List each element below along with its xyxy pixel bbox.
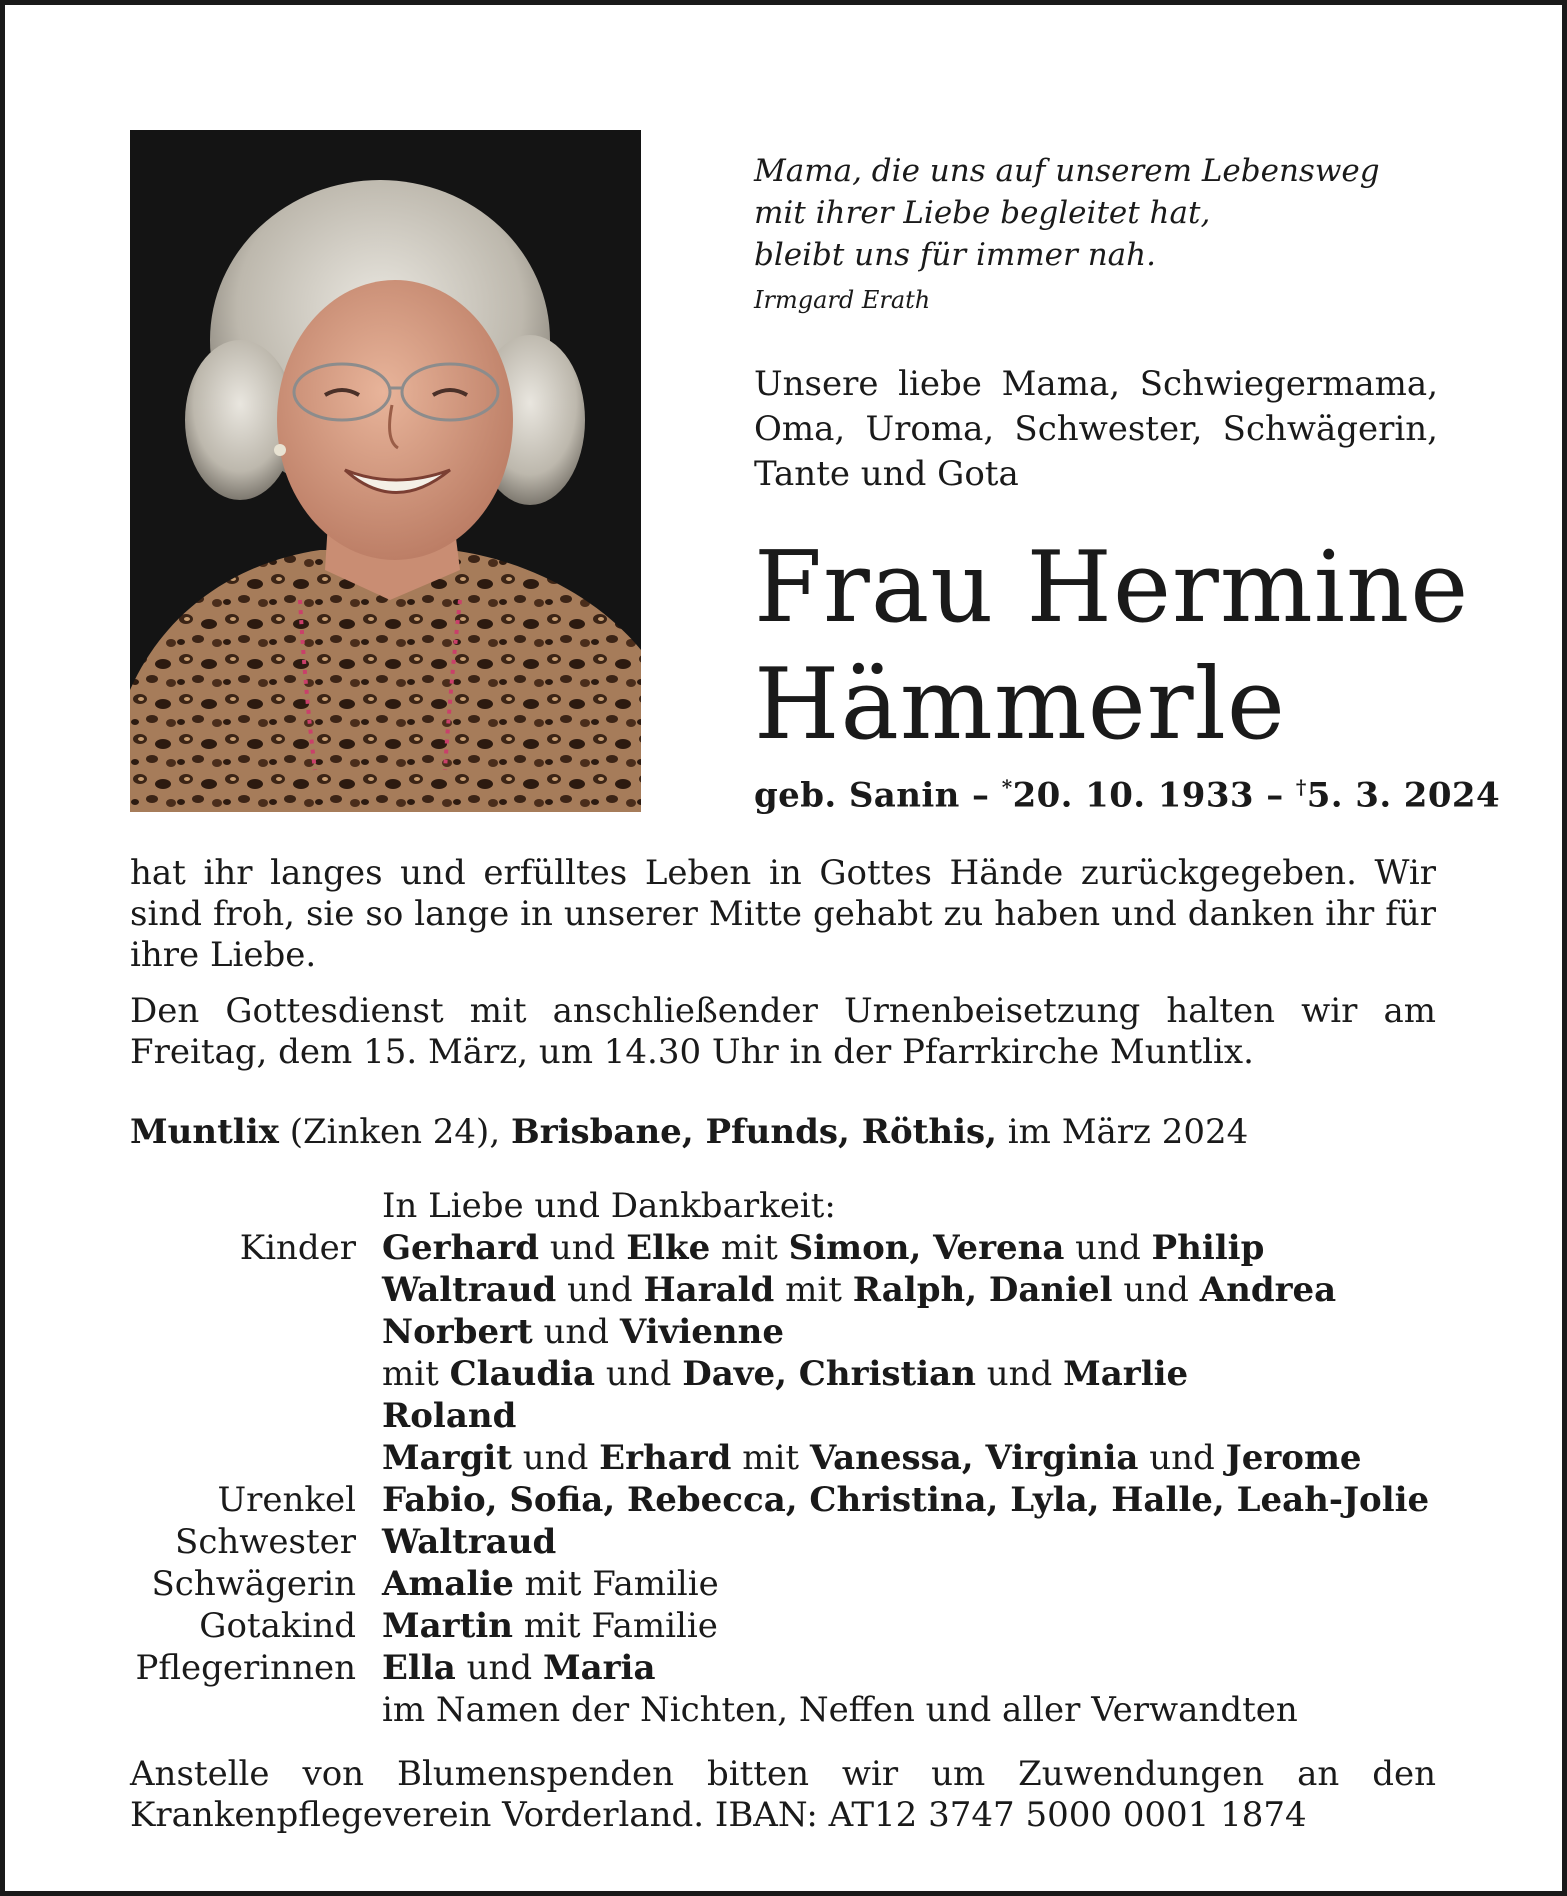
person-name: Dave, Christian — [682, 1354, 976, 1394]
mourner-row — [0, 1480, 1567, 1522]
quote-line: bleibt uns für immer nah. — [754, 237, 1156, 273]
person-name: Ella — [382, 1648, 456, 1688]
mourner-row — [0, 1522, 1567, 1564]
relation-label: Kinder — [239, 1228, 356, 1268]
mourner-row — [0, 1564, 1567, 1606]
relation-names — [382, 1690, 1298, 1730]
connector-text: mit — [710, 1228, 789, 1268]
relation-names — [382, 1480, 1429, 1520]
connector-text: mit — [774, 1270, 853, 1310]
connector-text: mit Familie — [513, 1564, 719, 1604]
connector-text: im Namen der Nichten, Neffen und aller Verwandten — [382, 1690, 1298, 1730]
relation-label: Schwester — [175, 1522, 356, 1562]
person-name: Erhard — [599, 1438, 732, 1478]
relation-label: Urenkel — [217, 1480, 356, 1520]
person-name: Amalie — [382, 1564, 514, 1604]
person-name: Waltraud — [382, 1522, 557, 1562]
connector-text: und — [1112, 1270, 1200, 1310]
relation-names — [382, 1396, 516, 1436]
connector-text: mit Familie — [512, 1606, 718, 1646]
relation-label: Schwägerin — [151, 1564, 356, 1604]
person-name: Waltraud — [382, 1270, 557, 1310]
quote-author: Irmgard Erath — [754, 286, 931, 314]
relation-names — [382, 1228, 1264, 1268]
life-dates — [754, 775, 1500, 815]
quote-line: Mama, die uns auf unserem Lebensweg — [754, 153, 1380, 189]
person-name: Elke — [626, 1228, 711, 1268]
place-and-date — [130, 1112, 1248, 1152]
dash: – — [972, 775, 990, 816]
person-name: Vivienne — [619, 1312, 784, 1352]
address: (Zinken 24), — [289, 1112, 501, 1152]
relation-names — [382, 1564, 719, 1604]
person-name: Martin — [382, 1606, 513, 1646]
mourner-row — [0, 1648, 1567, 1690]
connector-text: und — [532, 1312, 620, 1352]
connector-text: und — [1138, 1438, 1226, 1478]
person-name: Andrea — [1199, 1270, 1337, 1310]
connector-text: mit — [731, 1438, 810, 1478]
person-name: Maria — [542, 1648, 656, 1688]
mourner-row — [0, 1606, 1567, 1648]
person-name: Philip — [1151, 1228, 1265, 1268]
person-name: Jerome — [1225, 1438, 1362, 1478]
portrait-photo — [130, 130, 641, 812]
connector-text: und — [511, 1438, 600, 1478]
death-date: 5. 3. 2024 — [1306, 775, 1501, 816]
connector-text: und — [595, 1354, 683, 1394]
relation-names — [382, 1354, 1188, 1394]
relation-names — [382, 1186, 836, 1226]
person-name: Claudia — [449, 1354, 596, 1394]
connector-text: und — [556, 1270, 644, 1310]
other-places: Brisbane, Pfunds, Röthis, — [510, 1112, 997, 1152]
relation-names — [382, 1648, 656, 1688]
person-name: Roland — [382, 1396, 517, 1436]
announcement-paragraph: hat ihr langes und erfülltes Leben in Gottes Hände zurückgegeben. Wir sind froh, sie so lange in unserer Mitte gehabt zu haben und danken ihr für ihre Liebe. — [130, 853, 1436, 975]
mourner-row — [0, 1270, 1567, 1312]
connector-text: In Liebe und Dankbarkeit: — [382, 1186, 836, 1226]
mourner-row — [0, 1186, 1567, 1228]
person-name: Marlie — [1063, 1354, 1189, 1394]
connector-text: und — [455, 1648, 543, 1688]
mourner-row — [0, 1354, 1567, 1396]
maiden-name: geb. Sanin — [754, 775, 960, 816]
town: Muntlix — [130, 1112, 279, 1152]
person-name: Gerhard — [382, 1228, 540, 1268]
relation-names — [382, 1270, 1336, 1310]
person-name: Margit — [382, 1438, 512, 1478]
born-symbol: * — [1001, 775, 1013, 799]
connector-text: und — [539, 1228, 627, 1268]
person-name: Ralph, Daniel — [852, 1270, 1113, 1310]
person-name: Fabio, Sofia, Rebecca, Christina, Lyla, Halle, Leah-Jolie — [382, 1480, 1430, 1520]
mourner-row — [0, 1690, 1567, 1732]
person-name: Harald — [643, 1270, 775, 1310]
relation-names — [382, 1606, 718, 1646]
mourner-row — [0, 1438, 1567, 1480]
connector-text: und — [1064, 1228, 1152, 1268]
mourner-row — [0, 1228, 1567, 1270]
died-symbol: † — [1295, 775, 1307, 799]
service-paragraph: Den Gottesdienst mit anschließender Urnenbeisetzung halten wir am Freitag, dem 15. März, um 14.30 Uhr in der Pfarrkirche Muntlix. — [130, 991, 1436, 1072]
mourner-row — [0, 1396, 1567, 1438]
birth-date: 20. 10. 1933 — [1012, 775, 1254, 816]
person-name: Vanessa, Virginia — [809, 1438, 1139, 1478]
name-line-1: Frau Hermine — [754, 531, 1470, 645]
connector-text: und — [975, 1354, 1064, 1394]
person-name: Norbert — [382, 1312, 533, 1352]
date: im März 2024 — [1007, 1112, 1249, 1152]
dash: – — [1266, 775, 1284, 816]
deceased-name — [754, 530, 1469, 764]
relation-names — [382, 1312, 784, 1352]
donation-note: Anstelle von Blumenspenden bitten wir um Zuwendungen an den Krankenpflegeverein Vorderland. IBAN: AT12 3747 5000 0001 1874 — [130, 1754, 1436, 1835]
intro-text: Unsere liebe Mama, Schwiegermama, Oma, Uroma, Schwester, Schwägerin, Tante und Gota — [754, 364, 1438, 494]
relation-label: Pflegerinnen — [135, 1648, 356, 1688]
mourner-row — [0, 1312, 1567, 1354]
person-name: Simon, Verena — [788, 1228, 1065, 1268]
connector-text: mit — [382, 1354, 450, 1394]
relation-names — [382, 1522, 556, 1562]
quote-line: mit ihrer Liebe begleitet hat, — [754, 195, 1211, 231]
memorial-quote — [754, 150, 1444, 276]
relation-label: Gotakind — [199, 1606, 356, 1646]
relation-names — [382, 1438, 1362, 1478]
name-line-2: Hämmerle — [754, 648, 1286, 762]
